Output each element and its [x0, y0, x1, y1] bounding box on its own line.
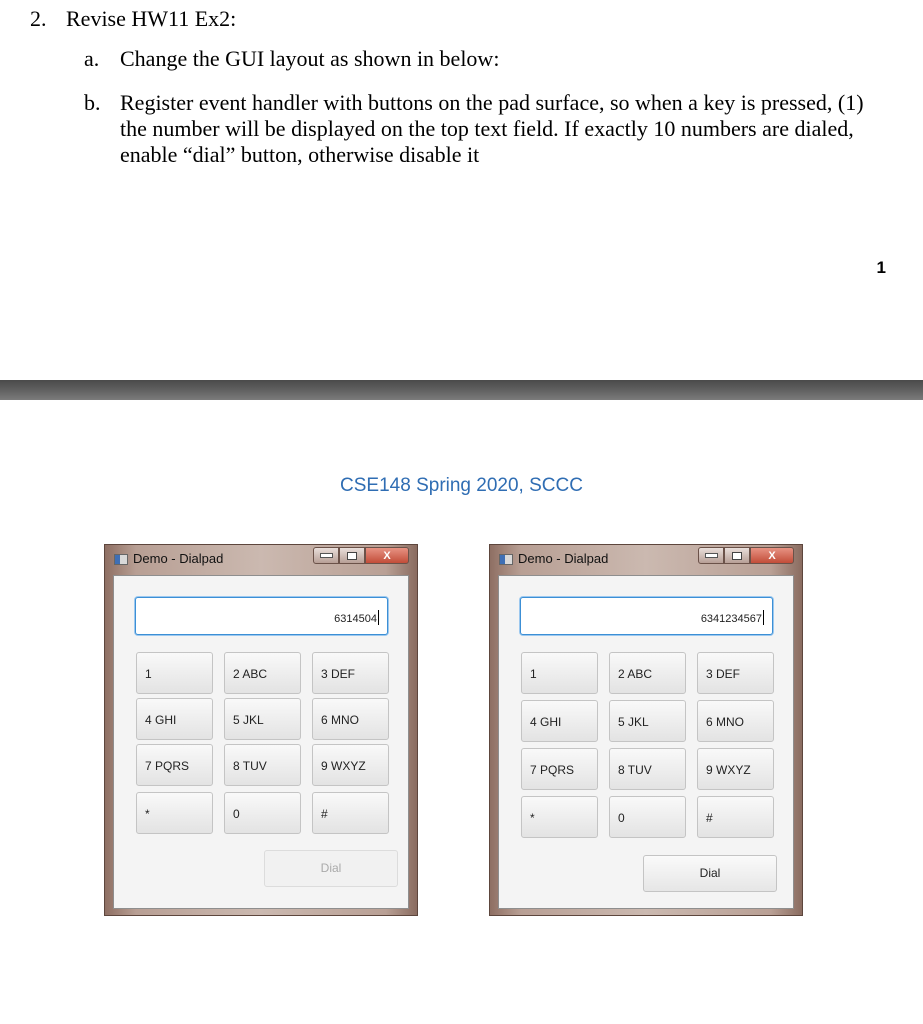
key-label: 7 PQRS — [530, 763, 575, 777]
key-label: 3 DEF — [706, 667, 741, 681]
title-bar[interactable] — [490, 545, 802, 575]
key-button[interactable] — [697, 796, 774, 838]
display-value: 6341234567 — [701, 610, 764, 625]
footer-caption: CSE148 Spring 2020, SCCC — [340, 475, 583, 496]
question-title: Revise HW11 Ex2: — [66, 6, 237, 31]
maximize-button[interactable] — [724, 547, 750, 564]
window-title: Demo - Dialpad — [518, 551, 609, 566]
key-button[interactable] — [224, 652, 301, 694]
close-button[interactable] — [365, 547, 409, 564]
key-label: 0 — [233, 807, 240, 821]
question-number: 2. — [30, 6, 47, 31]
close-button[interactable] — [750, 547, 794, 564]
number-display-field[interactable] — [520, 597, 773, 635]
key-label: 9 WXYZ — [706, 763, 751, 777]
key-label: 1 — [530, 667, 537, 681]
key-button[interactable] — [609, 700, 686, 742]
key-button[interactable] — [312, 698, 389, 740]
key-label: 6 MNO — [706, 715, 745, 729]
window-controls — [698, 547, 794, 565]
key-label: 0 — [618, 811, 625, 825]
key-button[interactable] — [697, 652, 774, 694]
display-value: 6314504 — [334, 610, 379, 625]
key-button[interactable] — [697, 700, 774, 742]
item-letter: a. — [84, 46, 100, 71]
key-button[interactable] — [521, 748, 598, 790]
window-controls — [313, 547, 409, 565]
key-label: 4 GHI — [145, 713, 177, 727]
app-icon — [114, 554, 128, 565]
key-button[interactable] — [312, 792, 389, 834]
key-button[interactable] — [136, 792, 213, 834]
key-label: 1 — [145, 667, 152, 681]
key-button[interactable] — [697, 748, 774, 790]
key-button[interactable] — [312, 744, 389, 786]
dialpad-window-right — [489, 544, 803, 916]
close-icon: X — [383, 549, 391, 562]
key-label: 5 JKL — [618, 715, 649, 729]
title-bar[interactable] — [105, 545, 417, 575]
maximize-button[interactable] — [339, 547, 365, 564]
dialpad-window-left — [104, 544, 418, 916]
key-button[interactable] — [521, 652, 598, 694]
item-text: Register event handler with buttons on the pad surface, so when a key is pressed, (1) the number will be displayed on the top text field. If exactly 10 numbers are dialed, enable “dial” button, otherwise disable it — [120, 90, 864, 167]
window-content — [113, 575, 409, 909]
minimize-button[interactable] — [313, 547, 339, 564]
key-button[interactable] — [136, 652, 213, 694]
minimize-icon — [320, 553, 333, 558]
key-label: 5 JKL — [233, 713, 264, 727]
key-label: 2 ABC — [618, 667, 653, 681]
page-divider — [0, 380, 923, 400]
key-button[interactable] — [224, 792, 301, 834]
item-text: Change the GUI layout as shown in below: — [120, 46, 500, 71]
key-label: 3 DEF — [321, 667, 356, 681]
key-button[interactable] — [136, 698, 213, 740]
key-label: 6 MNO — [321, 713, 360, 727]
window-content — [498, 575, 794, 909]
minimize-icon — [705, 553, 718, 558]
key-button[interactable] — [224, 698, 301, 740]
key-label: # — [321, 807, 328, 821]
key-button[interactable] — [609, 652, 686, 694]
text-caret — [763, 610, 764, 625]
window-title: Demo - Dialpad — [133, 551, 224, 566]
key-label: 2 ABC — [233, 667, 268, 681]
key-label: 7 PQRS — [145, 759, 190, 773]
key-button[interactable] — [609, 748, 686, 790]
key-button[interactable] — [136, 744, 213, 786]
close-icon: X — [768, 549, 776, 562]
key-label: * — [530, 811, 535, 825]
maximize-icon — [732, 552, 742, 560]
item-letter: b. — [84, 90, 101, 115]
app-icon — [499, 554, 513, 565]
key-label: 9 WXYZ — [321, 759, 366, 773]
number-display-field[interactable] — [135, 597, 388, 635]
question-heading — [30, 6, 236, 32]
key-button[interactable] — [312, 652, 389, 694]
minimize-button[interactable] — [698, 547, 724, 564]
key-button[interactable] — [224, 744, 301, 786]
key-label: * — [145, 807, 150, 821]
key-button[interactable] — [521, 700, 598, 742]
page-number: 1 — [876, 258, 886, 277]
key-button[interactable] — [609, 796, 686, 838]
key-button[interactable] — [521, 796, 598, 838]
key-label: 8 TUV — [233, 759, 267, 773]
dial-button[interactable]: Dial — [643, 855, 777, 892]
key-label: 4 GHI — [530, 715, 562, 729]
key-label: 8 TUV — [618, 763, 652, 777]
key-label: # — [706, 811, 713, 825]
maximize-icon — [347, 552, 357, 560]
text-caret — [378, 610, 379, 625]
dial-button[interactable]: Dial — [264, 850, 398, 887]
